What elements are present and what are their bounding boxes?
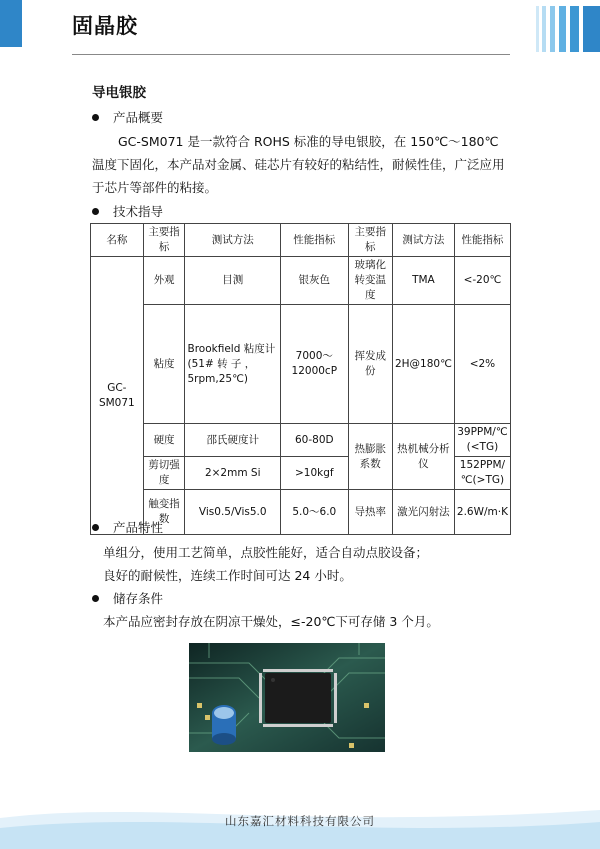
table-row — [91, 305, 511, 424]
table-cell: <2% — [454, 305, 510, 424]
features-line: 单组分，使用工艺简单，点胶性能好，适合自动点胶设备； — [103, 545, 429, 560]
table-header-row — [91, 224, 511, 257]
table-cell: 银灰色 — [280, 257, 348, 305]
bullet-icon — [92, 208, 99, 215]
storage-heading-row — [92, 589, 163, 607]
overview-text: GC-SM071 是一款符合 ROHS 标准的导电银胶，在 150℃～180℃温度下固化，本产品对金属、硅芯片有较好的粘结性，耐候性佳，广泛应用于芯片等部件的粘接。 — [92, 134, 505, 195]
tech-heading: 技术指导 — [113, 204, 164, 219]
product-photo — [189, 643, 385, 752]
table-row — [91, 257, 511, 305]
page-title: 固晶胶 — [72, 14, 138, 38]
table-header-cell: 测试方法 — [392, 224, 454, 257]
overview-heading: 产品概要 — [113, 110, 164, 125]
section-title: 导电银胶 — [92, 85, 146, 101]
features-heading: 产品特性 — [113, 520, 164, 535]
table-header-cell: 主要指标 — [143, 224, 185, 257]
table-cell: 152PPM/℃(>TG) — [454, 457, 510, 490]
table-cell: 39PPM/℃(<TG) — [454, 424, 510, 457]
footer-company: 山东嘉汇材料科技有限公司 — [225, 814, 375, 828]
table-cell: 2×2mm Si — [185, 457, 281, 490]
table-row — [91, 424, 511, 457]
header-stripes — [536, 6, 600, 52]
features-line: 良好的耐候性，连续工作时间可达 24 小时。 — [103, 568, 352, 583]
table-cell: 外观 — [143, 257, 185, 305]
table-cell: 邵氏硬度计 — [185, 424, 281, 457]
overview-heading-row — [92, 108, 163, 126]
table-cell: 7000～12000cP — [280, 305, 348, 424]
bullet-icon — [92, 114, 99, 121]
table-cell: >10kgf — [280, 457, 348, 490]
table-cell: 激光闪射法 — [392, 490, 454, 535]
table-cell: 触变指数 — [143, 490, 185, 535]
header-accent-bar — [0, 0, 22, 47]
table-header-cell: 主要指标 — [348, 224, 392, 257]
storage-text: 本产品应密封存放在阴凉干燥处，≤-20℃下可存储 3 个月。 — [103, 614, 439, 629]
header-rule — [72, 54, 510, 55]
circuit-board-image — [189, 643, 385, 752]
table-cell: <-20℃ — [454, 257, 510, 305]
product-name-cell: GC-SM071 — [91, 257, 144, 535]
table-cell: 剪切强度 — [143, 457, 185, 490]
table-cell: 粘度 — [143, 305, 185, 424]
tech-heading-row — [92, 202, 163, 220]
spec-table — [90, 223, 511, 535]
table-cell: 硬度 — [143, 424, 185, 457]
table-cell: 5.0～6.0 — [280, 490, 348, 535]
features-heading-row — [92, 518, 163, 536]
table-cell: Brookfield 粘度计 (51# 转 子 ， 5rpm,25℃) — [185, 305, 281, 424]
table-cell: 导热率 — [348, 490, 392, 535]
table-cell: TMA — [392, 257, 454, 305]
bullet-icon — [92, 524, 99, 531]
table-cell: 热机械分析仪 — [392, 424, 454, 490]
table-cell: 挥发成份 — [348, 305, 392, 424]
table-cell: Vis0.5/Vis5.0 — [185, 490, 281, 535]
table-header-cell: 性能指标 — [280, 224, 348, 257]
table-header-cell: 测试方法 — [185, 224, 281, 257]
bullet-icon — [92, 595, 99, 602]
table-cell: 玻璃化转变温度 — [348, 257, 392, 305]
table-cell: 60-80D — [280, 424, 348, 457]
table-cell: 2.6W/m·K — [454, 490, 510, 535]
table-cell: 目测 — [185, 257, 281, 305]
table-cell: 热膨胀系数 — [348, 424, 392, 490]
storage-heading: 储存条件 — [113, 591, 164, 606]
table-header-cell: 性能指标 — [454, 224, 510, 257]
table-cell: 2H@180℃ — [392, 305, 454, 424]
table-header-cell: 名称 — [91, 224, 144, 257]
